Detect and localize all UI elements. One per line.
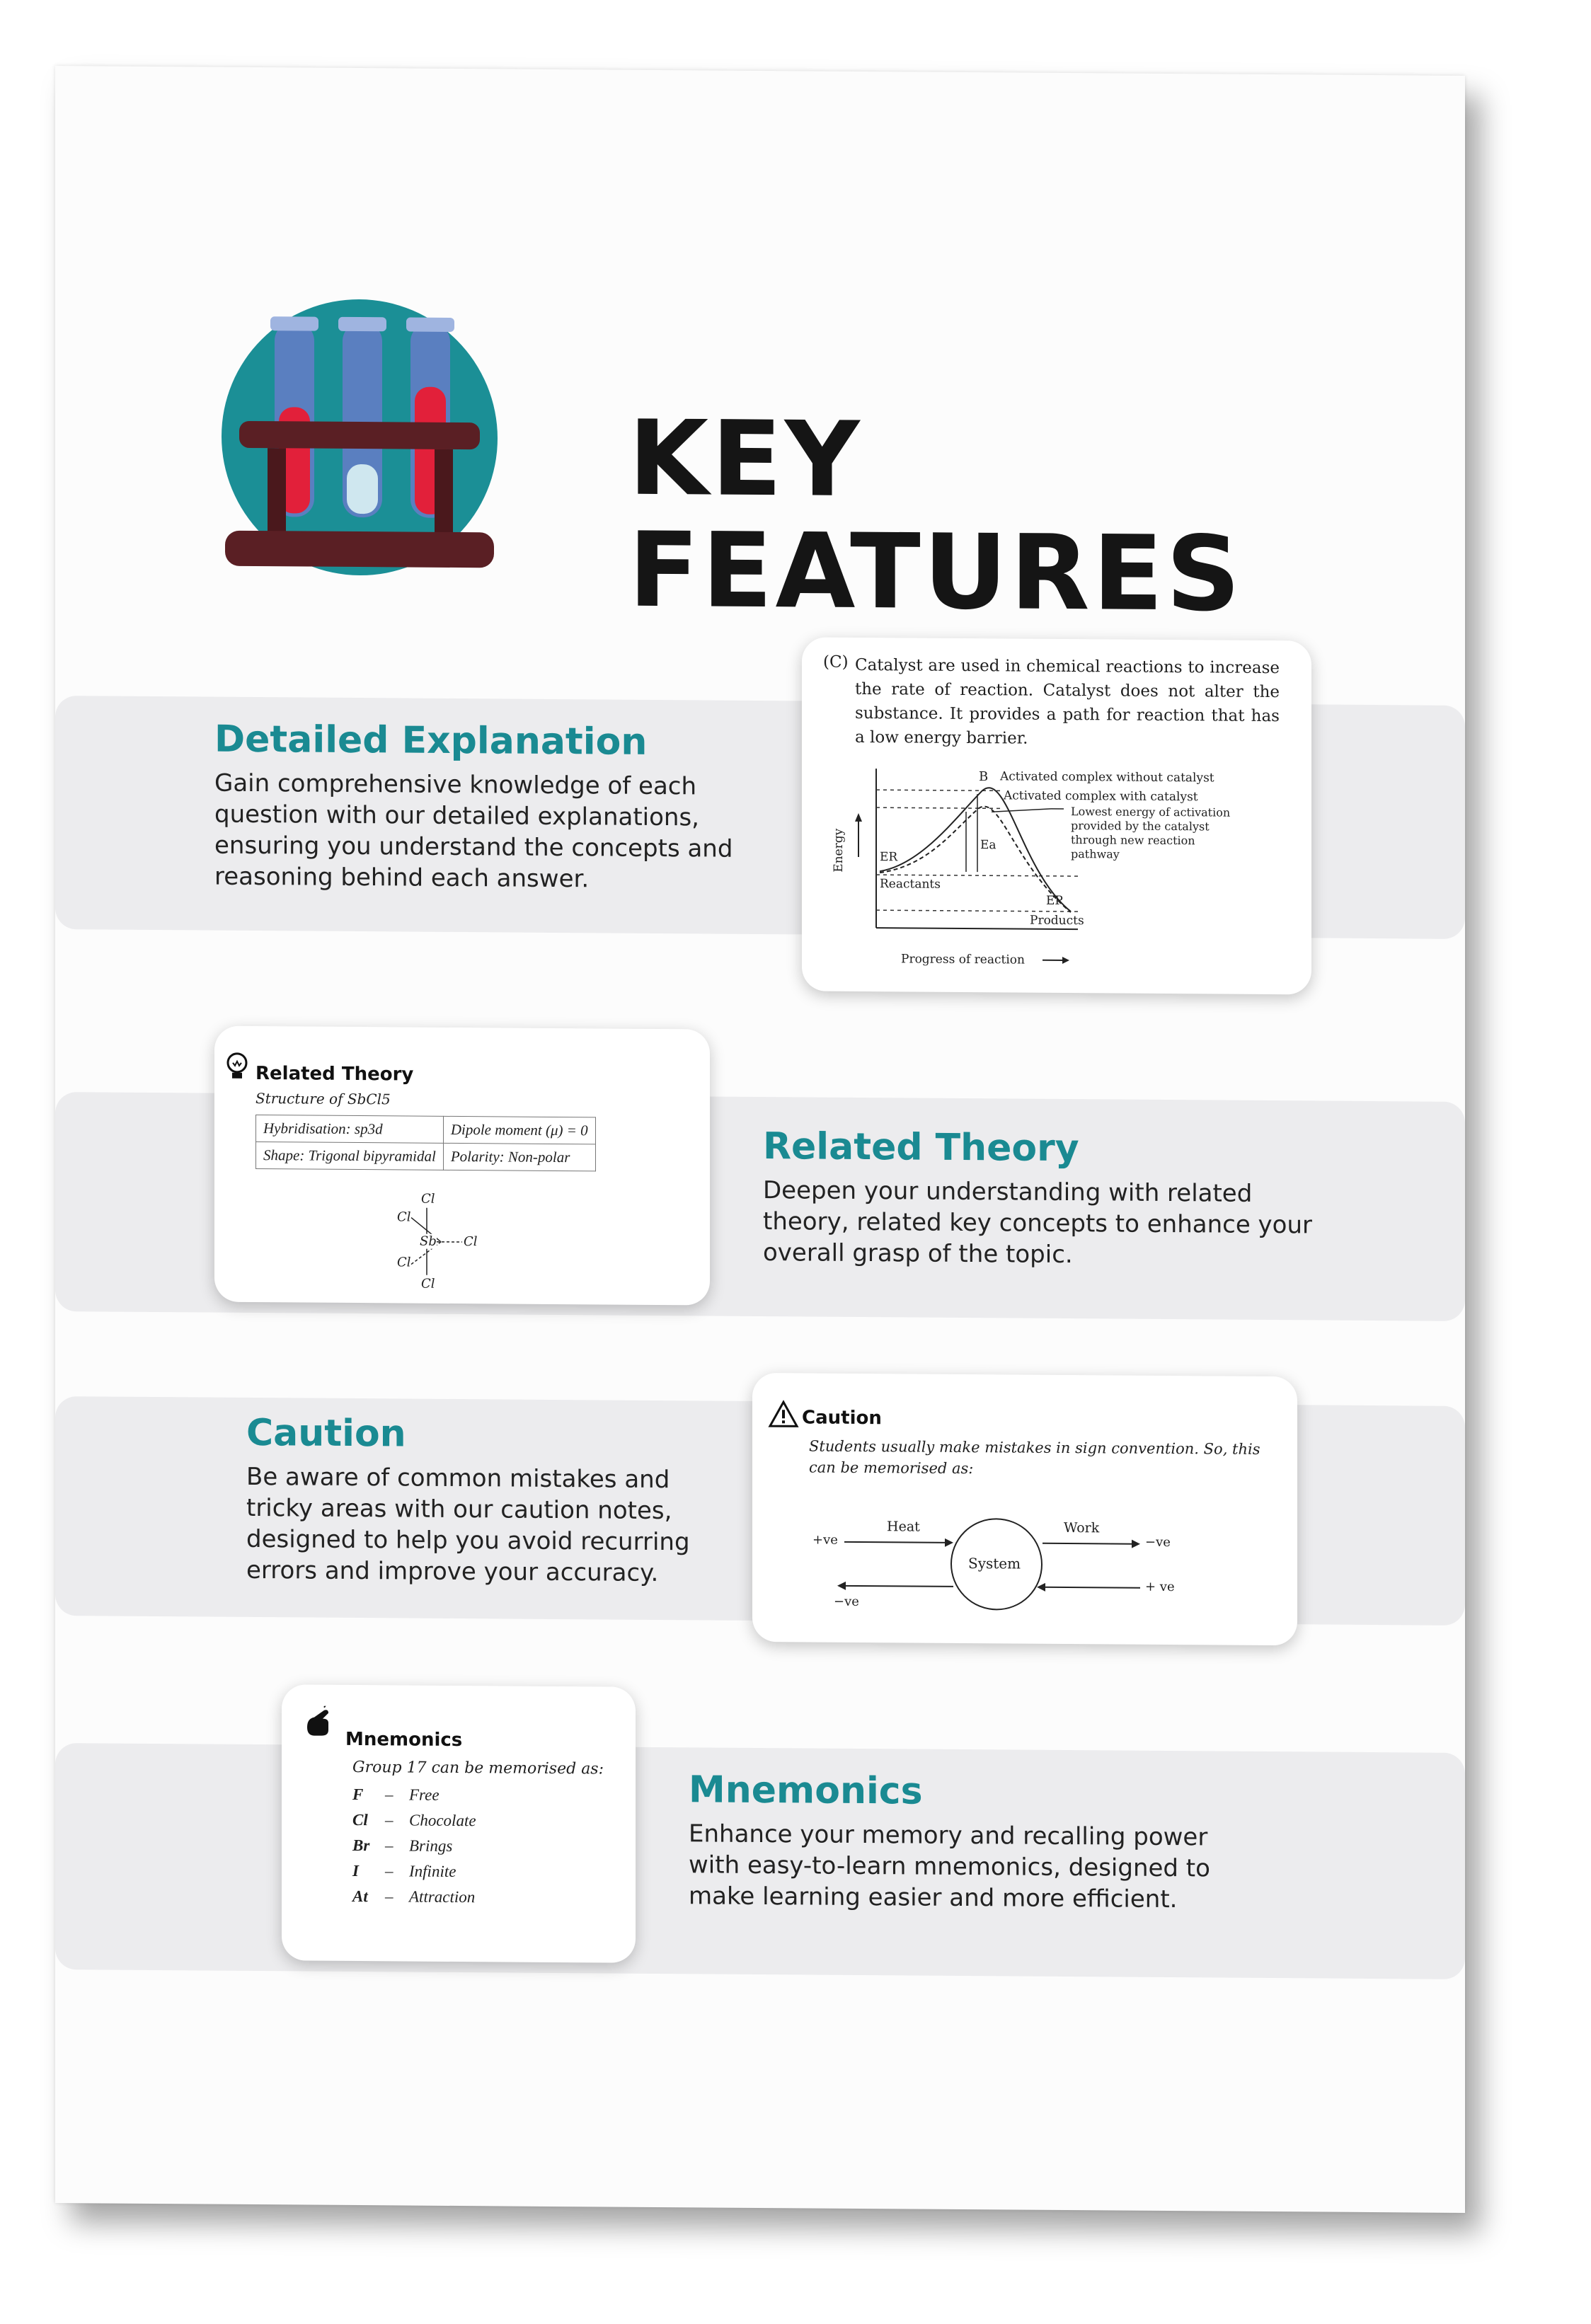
theory-table xyxy=(255,1115,596,1171)
caution-text: Be aware of common mistakes and tricky areas with our caution notes, designed to help you avoid recurring errors and improve your accuracy. xyxy=(246,1462,690,1587)
theory-card xyxy=(214,1026,710,1306)
dash: – xyxy=(385,1836,394,1855)
pointing-hand-icon xyxy=(303,1705,335,1741)
x-axis-label: Progress of reaction xyxy=(901,952,1025,967)
atom-cl-right: Cl xyxy=(464,1234,478,1250)
caution-card xyxy=(752,1373,1297,1645)
dash: – xyxy=(385,1811,394,1829)
work-out-sign: −ve xyxy=(1145,1534,1171,1551)
booklet-page xyxy=(55,66,1465,2213)
mnemonic-word: Brings xyxy=(409,1836,453,1855)
element-symbol: F xyxy=(352,1785,364,1804)
theory-card-title: Related Theory xyxy=(255,1063,414,1086)
work-in-sign: + ve xyxy=(1145,1579,1175,1595)
theory-text: Deepen your understanding with related theory, related key concepts to enhance your overall grasp of the topic. xyxy=(763,1176,1313,1270)
reactants-label: Reactants xyxy=(880,877,941,892)
mnemonic-word: Free xyxy=(409,1785,440,1804)
er-label: ER xyxy=(880,850,898,865)
products-label: Products xyxy=(1030,913,1084,928)
mnemonics-card-title: Mnemonics xyxy=(345,1728,463,1751)
title-line-2: FEATURES xyxy=(628,510,1243,635)
explanation-card xyxy=(802,637,1311,994)
explanation-label: (C) xyxy=(823,652,849,672)
label-lowest-energy: Lowest energy of activation provided by the catalyst through new reaction pathway xyxy=(1071,805,1231,861)
list-item xyxy=(352,1811,476,1830)
table-cell: Hybridisation: sp3d xyxy=(256,1115,444,1144)
dash: – xyxy=(385,1887,394,1906)
peak-label: B xyxy=(979,769,989,785)
list-item xyxy=(352,1836,452,1856)
caution-card-title: Caution xyxy=(802,1407,882,1430)
table-cell: Dipole moment (μ) = 0 xyxy=(443,1116,595,1144)
list-item xyxy=(352,1862,456,1881)
atom-sb: Sb xyxy=(420,1233,437,1249)
element-symbol: Br xyxy=(352,1836,370,1855)
atom-cl-top: Cl xyxy=(421,1191,435,1207)
element-symbol: I xyxy=(352,1861,359,1880)
table-row xyxy=(256,1115,596,1144)
ep-label: EP xyxy=(1046,893,1063,908)
theory-heading: Related Theory xyxy=(763,1125,1079,1170)
dash: – xyxy=(385,1785,394,1804)
table-cell: Shape: Trigonal bipyramidal xyxy=(256,1142,444,1170)
explanation-text: Catalyst are used in chemical reactions to increase the rate of reaction. Catalyst does not alter the substance. It provides a path for reaction that has a low energy barrier. xyxy=(855,655,1280,748)
test-tubes-icon xyxy=(218,287,501,586)
dash: – xyxy=(385,1862,394,1880)
theory-card-subtitle: Structure of SbCl5 xyxy=(255,1090,391,1108)
list-item xyxy=(352,1887,475,1906)
mnemonic-word: Attraction xyxy=(409,1887,476,1906)
atom-cl-lower-left: Cl xyxy=(397,1255,411,1270)
element-symbol: Cl xyxy=(352,1810,368,1829)
detailed-heading: Detailed Explanation xyxy=(214,718,648,764)
mnemonics-text: Enhance your memory and recalling power with easy-to-learn mnemonics, designed to make learning easier and more efficient. xyxy=(689,1819,1210,1914)
atom-cl-left: Cl xyxy=(397,1209,411,1225)
list-item xyxy=(352,1785,440,1805)
page-title xyxy=(628,398,1243,635)
caution-heading: Caution xyxy=(246,1411,406,1456)
label-with-catalyst: Activated complex with catalyst xyxy=(1004,788,1198,805)
label-without-catalyst: Activated complex without catalyst xyxy=(1000,769,1214,786)
element-symbol: At xyxy=(352,1887,368,1906)
atom-cl-bottom: Cl xyxy=(421,1276,435,1292)
title-line-1: KEY xyxy=(628,398,863,521)
mnemonics-intro: Group 17 can be memorised as: xyxy=(352,1758,604,1778)
detailed-text: Gain comprehensive knowledge of each question with our detailed explanations, ensuring you understand the concepts and reasoning behind each answer. xyxy=(214,769,733,894)
caution-card-text: Students usually make mistakes in sign convention. So, this can be memorised as: xyxy=(809,1437,1260,1478)
system-label: System xyxy=(968,1555,1021,1572)
mnemonic-word: Infinite xyxy=(409,1862,456,1881)
heat-out-sign: −ve xyxy=(834,1594,859,1609)
mnemonics-card xyxy=(282,1684,636,1962)
mnemonic-word: Chocolate xyxy=(409,1811,476,1830)
table-row xyxy=(256,1142,596,1171)
heat-label: Heat xyxy=(887,1519,920,1535)
heat-in-sign: +ve xyxy=(812,1532,838,1548)
lightbulb-icon xyxy=(223,1052,251,1086)
work-label: Work xyxy=(1064,1519,1100,1536)
table-cell: Polarity: Non-polar xyxy=(443,1143,595,1170)
energy-diagram xyxy=(802,637,1311,994)
mnemonics-heading: Mnemonics xyxy=(689,1768,923,1813)
ea-label: Ea xyxy=(980,838,996,853)
y-axis-label: Energy xyxy=(832,828,846,873)
